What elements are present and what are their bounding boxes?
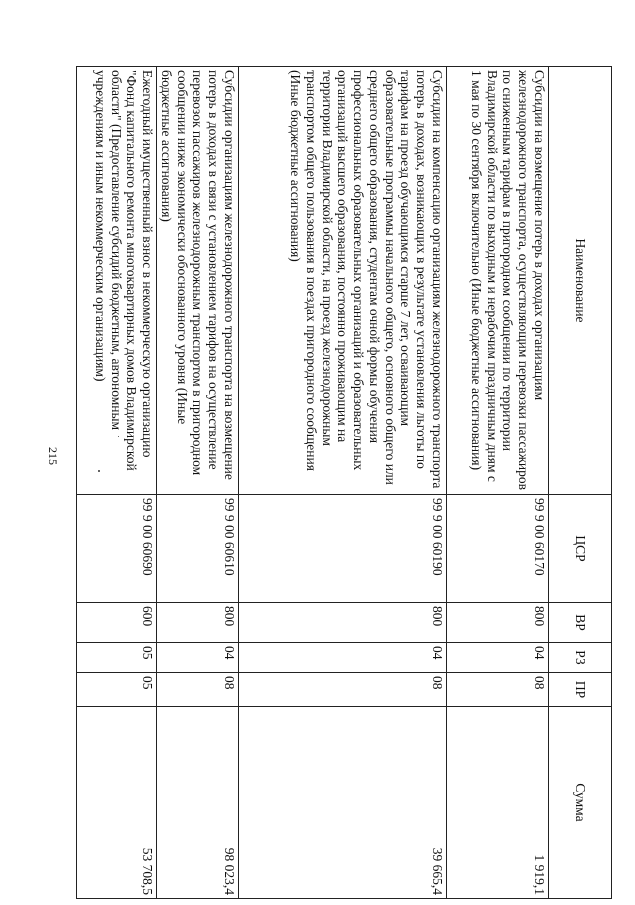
table-row: [239, 67, 447, 899]
row-sum: 53 708,5: [77, 707, 157, 899]
row-name: Ежегодный имущественный взнос в некоммерческую организацию "Фонд капитального ремонта многоквартирных домов Владимирской области" (Предоставление субсидий бюджетным, автономным учреждениям и иным некоммерческим организациям): [77, 67, 157, 495]
row-name: Субсидии на компенсацию организациям железнодорожного транспорта потерь в доходах, возникающих в результате установления льготы по тарифам на проезд обучающимся старше 7 лет, осваивающим образовательные программы начального общего, основного общего или среднего общего образования, студентам очной формы обучения профессиональных образовательных организаций и образовательных организаций высшего образования, постоянно проживающим на территории Владимирской области, на проезд железнодорожным транспортом общего пользования в поездах пригородного сообщения (Иные бюджетные ассигнования): [239, 67, 447, 495]
row-rz: 05: [77, 643, 157, 673]
row-csr: 99 9 00 60690: [77, 495, 157, 603]
row-name: Субсидии организациям железнодорожного транспорта на возмещение потерь в доходах в связи с установлением тарифов на осуществление перевозок пассажиров железнодорожным транспортом в пригородном сообщении ниже экономически обоснованного уровня (Иные бюджетные ассигнования): [157, 67, 239, 495]
row-pr: 08: [239, 673, 447, 707]
table-row: [447, 67, 549, 899]
header-sum: Сумма: [549, 707, 612, 899]
table-header-row: [549, 67, 612, 899]
header-rz: РЗ: [549, 643, 612, 673]
header-name: Наименование: [549, 67, 612, 495]
row-rz: 04: [239, 643, 447, 673]
row-csr: 99 9 00 60190: [239, 495, 447, 603]
row-vr: 800: [447, 603, 549, 643]
rotated-budget-table-container: [92, 66, 612, 898]
budget-table: [76, 66, 612, 899]
page-number: 215: [46, 447, 60, 465]
table-row: [77, 67, 157, 899]
row-vr: 800: [239, 603, 447, 643]
header-vr: ВР: [549, 603, 612, 643]
row-vr: 800: [157, 603, 239, 643]
row-rz: 04: [447, 643, 549, 673]
header-csr: ЦСР: [549, 495, 612, 603]
row-vr: 600: [77, 603, 157, 643]
table-row: [157, 67, 239, 899]
header-pr: ПР: [549, 673, 612, 707]
row-sum: 1 919,1: [447, 707, 549, 899]
row-csr: 99 9 00 60170: [447, 495, 549, 603]
row-rz: 04: [157, 643, 239, 673]
row-pr: 05: [77, 673, 157, 707]
row-pr: 08: [447, 673, 549, 707]
row-csr: 99 9 00 60610: [157, 495, 239, 603]
row-sum: 39 665,4: [239, 707, 447, 899]
row-pr: 08: [157, 673, 239, 707]
row-sum: 98 023,4: [157, 707, 239, 899]
row-name: Субсидии на возмещение потерь в доходах организациям железнодорожного транспорта, осуществляющим перевозки пассажиров по сниженным тарифам в пригородном сообщении по территории Владимирской области по выходным и нерабочим праздничным дням с 1 мая по 30 сентября включительно (Иные бюджетные ассигнования): [447, 67, 549, 495]
